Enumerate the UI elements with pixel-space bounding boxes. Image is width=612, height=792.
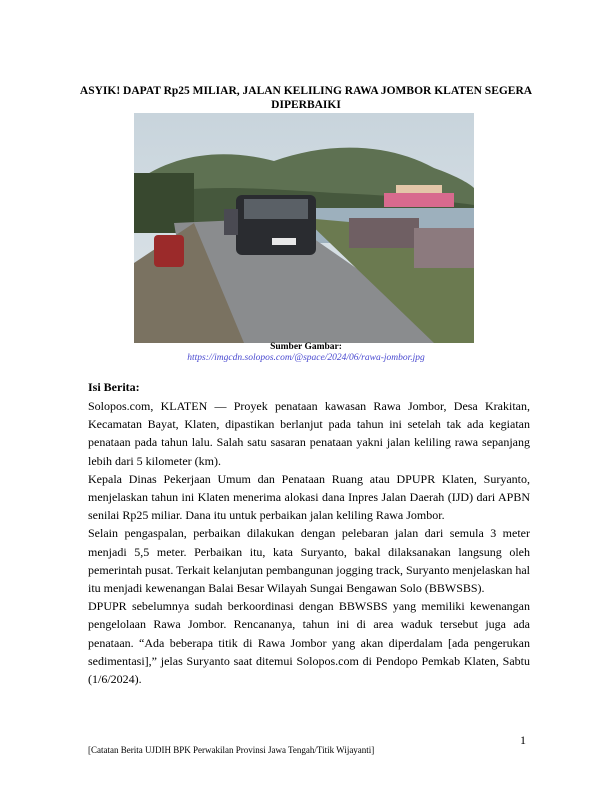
section-heading: Isi Berita: xyxy=(88,380,140,394)
paragraph: Selain pengaspalan, perbaikan dilakukan dengan pelebaran jalan dari semula 3 meter menjadi 5,5 meter. Perbaikan itu, kata Suryanto, bakal dilaksanakan langsung oleh pemerintah pusat. Terkait kelanjutan pembangunan jogging track, Suryanto menjelaskan hal itu menjadi kewenangan Balai Besar Wilayah Sungai Bengawan Solo (BBWSBS). xyxy=(88,526,530,596)
image-source-link[interactable]: https://imgcdn.solopos.com/@space/2024/06/rawa-jombor.jpg xyxy=(187,353,425,363)
paragraph: Kepala Dinas Pekerjaan Umum dan Penataan Ruang atau DPUPR Klaten, Suryanto, menjelaskan tahun ini Klaten menerima alokasi dana Inpres Jalan Daerah (IJD) dari APBN senilai Rp25 miliar. Dana itu untuk perbaikan jalan keliling Rawa Jombor. xyxy=(88,471,530,523)
footer-note: [Catatan Berita UJDIH BPK Perwakilan Provinsi Jawa Tengah/Titik Wijayanti] xyxy=(88,745,375,755)
article-body xyxy=(88,397,530,688)
page-number: 1 xyxy=(520,733,526,747)
image-caption: Sumber Gambar: xyxy=(270,342,342,352)
paragraph: DPUPR sebelumnya sudah berkoordinasi dengan BBWSBS yang memiliki kewenangan pengelolaan Rawa Jombor. Rencananya, tahun ini di area waduk tersebut juga ada penataan. “Ada beberapa titik di Rawa Jombor yang akan diperdalam [ada pengerukan sedimentasi],” jelas Suryanto saat ditemui Solopos.com di Pendopo Pemkab Klaten, Sabtu (1/6/2024). xyxy=(88,599,530,687)
article-title: ASYIK! DAPAT Rp25 MILIAR, JALAN KELILING RAWA JOMBOR KLATEN SEGERA DIPERBAIKI xyxy=(79,85,533,111)
news-photo xyxy=(134,113,474,343)
paragraph: Solopos.com, KLATEN — Proyek penataan kawasan Rawa Jombor, Desa Krakitan, Kecamatan Bayat, Klaten, dipastikan berlanjut pada tahun ini setelah tak ada kegiatan penataan pada tahun lalu. Salah satu sasaran penataan yakni jalan keliling rawa sepanjang lebih dari 5 kilometer (km). xyxy=(88,399,530,468)
